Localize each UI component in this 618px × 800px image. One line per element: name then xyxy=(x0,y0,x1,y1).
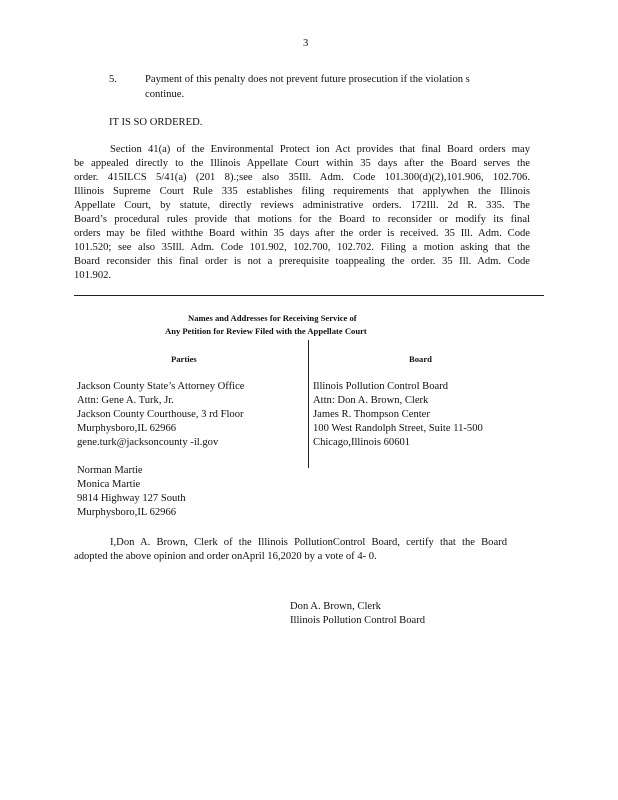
party-email: gene.turk@jacksoncounty -il.gov xyxy=(77,437,219,448)
ordered-statement: IT IS SO ORDERED. xyxy=(109,117,203,128)
section-divider xyxy=(74,295,544,296)
paragraph-line: Illinois Supreme Court Rule 335 establishes filing requirements that applywhen the Illinois xyxy=(74,186,530,197)
board-address-line: Illinois Pollution Control Board xyxy=(313,381,449,392)
board-address-line: James R. Thompson Center xyxy=(313,409,430,420)
certification-paragraph xyxy=(74,536,507,564)
item-line-2: continue. xyxy=(145,89,185,100)
paragraph-line: order. 415ILCS 5/41(a) (201 8).;see also 35Ill. Adm. Code 101.300(d)(2),101.906, 102.706. xyxy=(74,172,530,183)
paragraph-line: Board’s procedural rules provide that motions for the Board to reconsider or modify its final xyxy=(74,214,530,225)
board-address-block xyxy=(313,380,483,450)
party-address-line: 9814 Highway 127 South xyxy=(77,493,186,504)
column-divider xyxy=(308,340,309,468)
paragraph-line: Appellate Court, by statute, directly reviews administrative orders. 172Ill. 2d R. 335. The xyxy=(74,200,530,211)
board-address-line: Chicago,Illinois 60601 xyxy=(313,437,411,448)
service-heading-line-2: Any Petition for Review Filed with the Appellate Court xyxy=(165,326,367,336)
parties-header: Parties xyxy=(171,354,197,364)
party-address-line: Murphysboro,IL 62966 xyxy=(77,507,177,518)
paragraph-line: Section 41(a) of the Environmental Protect ion Act provides that final Board orders may xyxy=(110,144,530,155)
paragraph-line: Board reconsider this final order is not a prerequisite toappealing the order. 35 Ill. Adm. Code xyxy=(74,256,530,267)
party-address-line: Jackson County Courthouse, 3 rd Floor xyxy=(77,409,244,420)
item-line-1: Payment of this penalty does not prevent future prosecution if the violation s xyxy=(145,74,470,85)
party-address-line: Monica Martie xyxy=(77,479,141,490)
paragraph-line: be appealed directly to the Illinois Appellate Court within 35 days after the Board serves the xyxy=(74,158,530,169)
signature-name: Don A. Brown, Clerk xyxy=(290,601,381,612)
appeal-paragraph xyxy=(74,143,530,283)
board-address-line: 100 West Randolph Street, Suite 11-500 xyxy=(313,423,483,434)
party-address-line: Jackson County State’s Attorney Office xyxy=(77,381,245,392)
paragraph-line: 101.520; see also 35Ill. Adm. Code 101.902, 102.700, 102.702. Filing a motion asking that the xyxy=(74,242,530,253)
party-address-line: Murphysboro,IL 62966 xyxy=(77,423,177,434)
certification-line: adopted the above opinion and order onApril 16,2020 by a vote of 4- 0. xyxy=(74,551,377,562)
party-address-line: Norman Martie xyxy=(77,465,143,476)
party-address-block xyxy=(77,464,186,520)
certification-line: I,Don A. Brown, Clerk of the Illinois PollutionControl Board, certify that the Board xyxy=(110,537,507,548)
paragraph-line: 101.902. xyxy=(74,270,112,281)
board-header: Board xyxy=(409,354,432,364)
party-address-block xyxy=(77,380,245,450)
paragraph-line: orders may be filed withthe Board within 35 days after the order is received. 35 Ill. Adm. Code xyxy=(74,228,530,239)
board-address-line: Attn: Don A. Brown, Clerk xyxy=(313,395,429,406)
item-number: 5. xyxy=(109,74,117,85)
service-heading-line-1: Names and Addresses for Receiving Service of xyxy=(188,313,357,323)
page-number: 3 xyxy=(303,38,309,49)
signature-org: Illinois Pollution Control Board xyxy=(290,615,426,626)
party-address-line: Attn: Gene A. Turk, Jr. xyxy=(77,395,174,406)
